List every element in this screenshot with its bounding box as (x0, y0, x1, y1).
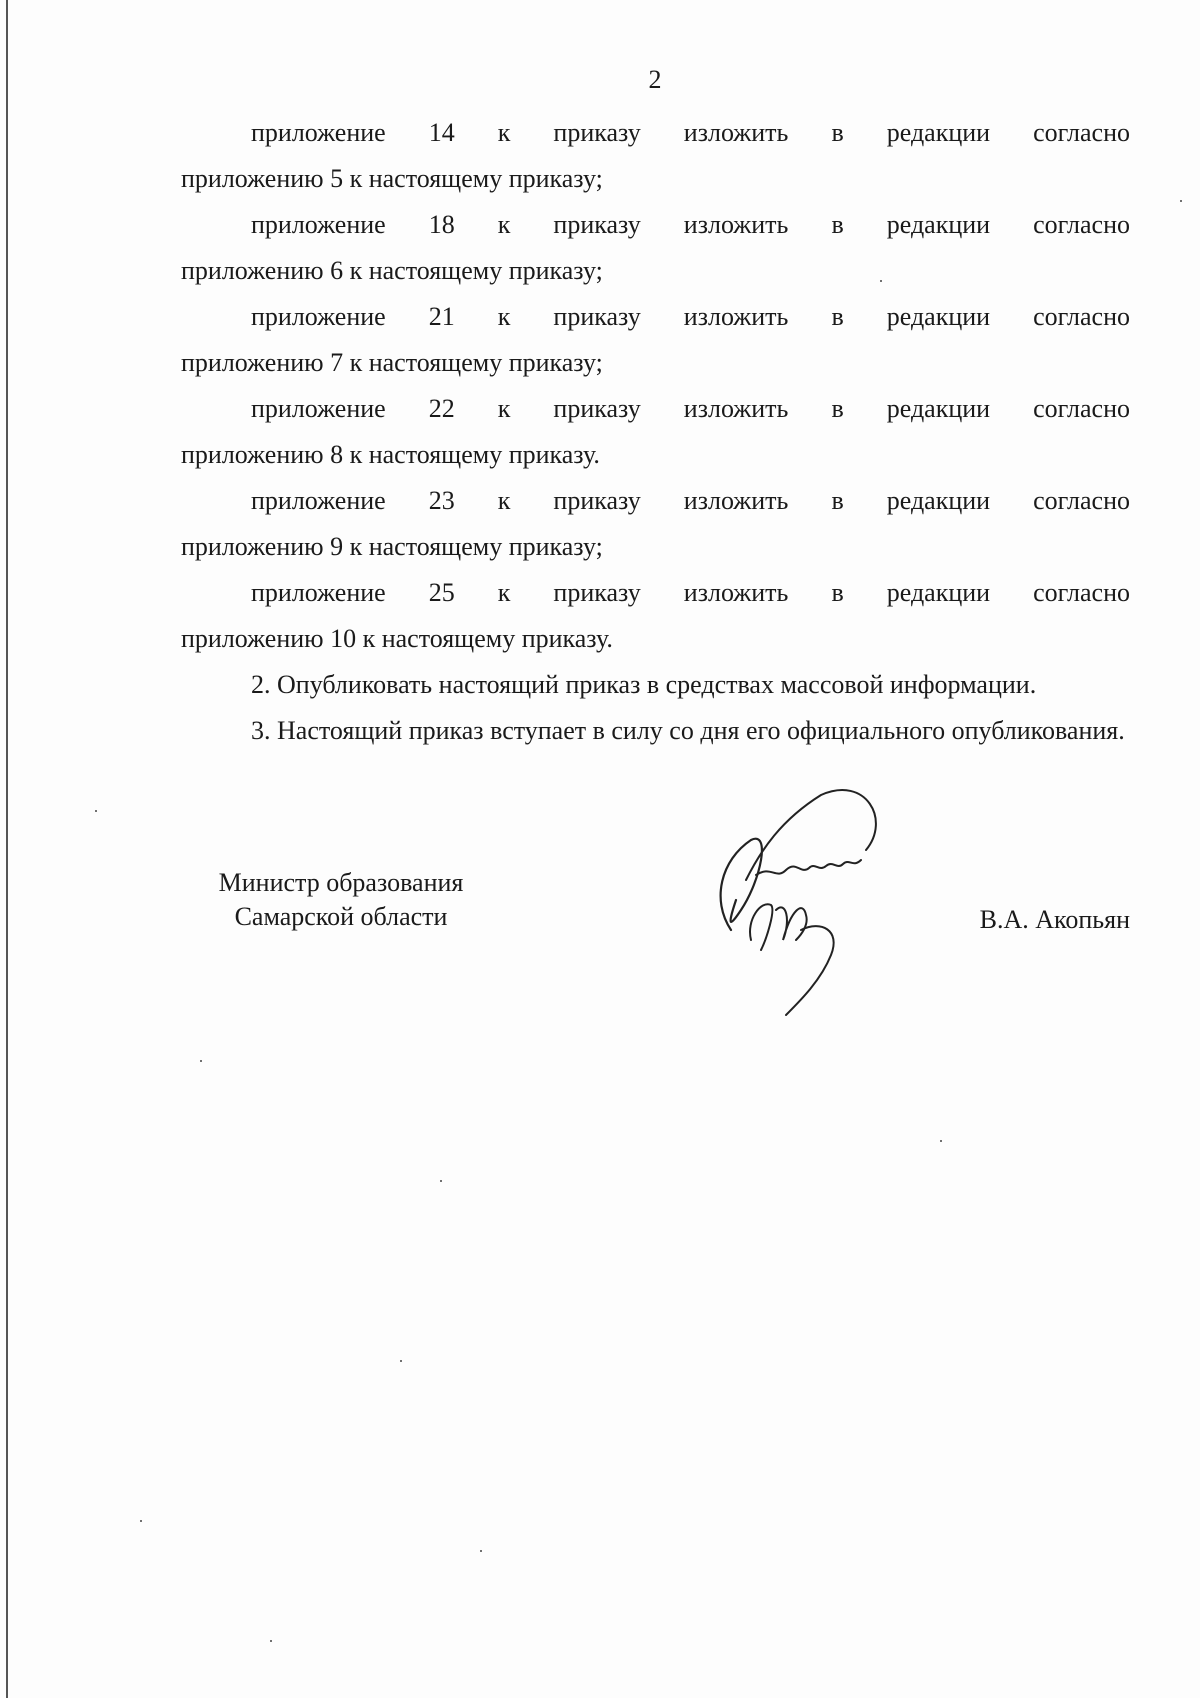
scan-speck (940, 1140, 942, 1142)
amendment-number: 14 (428, 118, 455, 147)
amendment-line2: приложению 7 к настоящему приказу; (181, 348, 603, 377)
amendment-word4: изложить (683, 118, 789, 147)
amendment-line1 (181, 478, 1130, 524)
scan-speck (200, 1060, 202, 1062)
signer-title (211, 866, 471, 934)
amendment-word7: согласно (1033, 302, 1130, 331)
amendment-line1 (181, 110, 1130, 156)
amendment-word6: редакции (886, 302, 991, 331)
page-number: 2 (648, 65, 662, 94)
item-3: 3. Настоящий приказ вступает в силу со дня его официального опубликования. (251, 716, 1125, 745)
amendment-word1: приложение (251, 394, 386, 423)
amendment-line2: приложению 10 к настоящему приказу. (181, 624, 613, 653)
amendment-word3: приказу (553, 578, 641, 607)
signature-block (181, 860, 1130, 1060)
scan-edge (6, 0, 8, 1698)
amendment-word4: изложить (683, 302, 789, 331)
scan-speck (440, 1180, 442, 1182)
amendment-paragraph (181, 294, 1130, 386)
amendment-list (181, 110, 1130, 662)
amendment-number: 18 (428, 210, 455, 239)
amendment-line1 (181, 386, 1130, 432)
amendment-paragraph (181, 570, 1130, 662)
amendment-word3: приказу (553, 302, 641, 331)
scan-speck (270, 1640, 272, 1642)
amendment-word5: в (831, 210, 844, 239)
amendment-paragraph (181, 110, 1130, 202)
amendment-number: 23 (428, 486, 455, 515)
amendment-word4: изложить (683, 210, 789, 239)
scan-speck (480, 1550, 482, 1552)
amendment-word1: приложение (251, 578, 386, 607)
amendment-paragraph (181, 478, 1130, 570)
amendment-line1 (181, 202, 1130, 248)
amendment-word4: изложить (683, 578, 789, 607)
amendment-word6: редакции (886, 394, 991, 423)
document-body (181, 110, 1130, 754)
amendment-word7: согласно (1033, 210, 1130, 239)
item-2: 2. Опубликовать настоящий приказ в средствах массовой информации. (251, 670, 1037, 699)
amendment-word5: в (831, 394, 844, 423)
scan-speck (880, 280, 882, 282)
amendment-word2: к (497, 302, 511, 331)
amendment-word1: приложение (251, 210, 386, 239)
amendment-word5: в (831, 578, 844, 607)
handwritten-signature (691, 780, 891, 1020)
signer-title-line2: Самарской области (234, 902, 448, 931)
amendment-word4: изложить (683, 394, 789, 423)
amendment-word1: приложение (251, 486, 386, 515)
signer-name: В.А. Акопьян (979, 905, 1130, 934)
amendment-number: 22 (428, 394, 455, 423)
amendment-word6: редакции (886, 578, 991, 607)
scan-speck (1180, 200, 1182, 202)
amendment-word2: к (497, 210, 511, 239)
amendment-number: 21 (428, 302, 455, 331)
amendment-word3: приказу (553, 486, 641, 515)
amendment-word7: согласно (1033, 394, 1130, 423)
scan-speck (140, 1520, 142, 1522)
amendment-word3: приказу (553, 118, 641, 147)
amendment-word6: редакции (886, 486, 991, 515)
amendment-line1 (181, 570, 1130, 616)
amendment-word5: в (831, 302, 844, 331)
amendment-word6: редакции (886, 210, 991, 239)
scan-speck (95, 810, 97, 812)
amendment-paragraph (181, 202, 1130, 294)
amendment-word5: в (831, 486, 844, 515)
amendment-word1: приложение (251, 118, 386, 147)
amendment-word2: к (497, 118, 511, 147)
amendment-word6: редакции (886, 118, 991, 147)
amendment-word7: согласно (1033, 118, 1130, 147)
amendment-word1: приложение (251, 302, 386, 331)
amendment-word7: согласно (1033, 578, 1130, 607)
amendment-word4: изложить (683, 486, 789, 515)
amendment-line1 (181, 294, 1130, 340)
amendment-word2: к (497, 578, 511, 607)
amendment-line2: приложению 5 к настоящему приказу; (181, 164, 603, 193)
amendment-line2: приложению 8 к настоящему приказу. (181, 440, 600, 469)
amendment-word2: к (497, 486, 511, 515)
amendment-word5: в (831, 118, 844, 147)
amendment-word3: приказу (553, 394, 641, 423)
signer-title-line1: Министр образования (218, 868, 464, 897)
amendment-word2: к (497, 394, 511, 423)
amendment-line2: приложению 9 к настоящему приказу; (181, 532, 603, 561)
scan-speck (400, 1360, 402, 1362)
amendment-paragraph (181, 386, 1130, 478)
amendment-line2: приложению 6 к настоящему приказу; (181, 256, 603, 285)
amendment-word3: приказу (553, 210, 641, 239)
amendment-word7: согласно (1033, 486, 1130, 515)
amendment-number: 25 (428, 578, 455, 607)
